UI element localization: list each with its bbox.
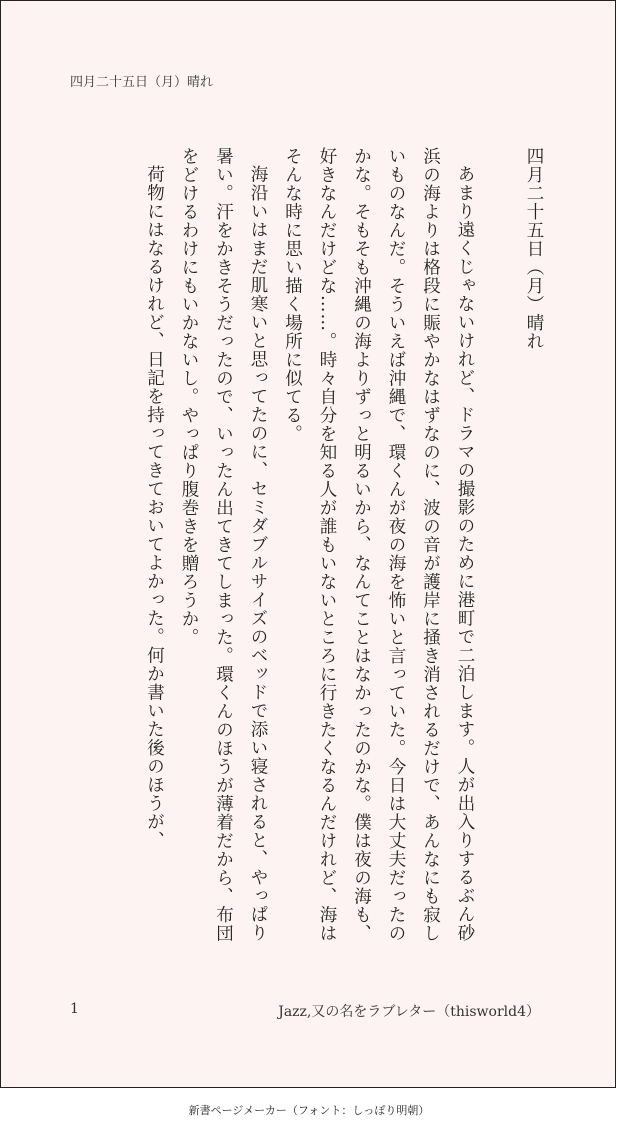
blank-line <box>482 147 517 947</box>
vertical-body-text <box>137 147 551 947</box>
paragraph-1: あまり遠くじゃないけれど、ドラマの撮影のために港町で二泊します。人が出入りするぶん砂浜の海よりは格段に賑やかなはずなのに、波の音が護岸に掻き消されるだけで、あんなにも寂しいものなんだ。そういえば沖縄で、環くんが夜の海を怖いと言っていた。今日は大丈夫だったのかな。そもそも沖縄の海よりずっと明るいから、なんてことはなかったのかな。僕は夜の海も、好きなんだけどな……。時々自分を知る人が誰もいないところに行きたくなるんだけれど、海はそんな時に思い描く場所に似てる。 <box>282 147 475 943</box>
running-header: 四月二十五日（月）晴れ <box>70 75 214 90</box>
paragraph-3: 荷物にはなるけれど、日記を持ってきておいてよかった。何か書いた後のほうが、 <box>144 164 165 849</box>
page-number: 1 <box>70 1001 79 1017</box>
generator-caption: 新書ページメーカー（フォント：しっぽり明朝） <box>188 1104 430 1117</box>
entry-title: 四月二十五日（月）晴れ <box>524 147 544 351</box>
footer-credit: Jazz,又の名をラブレター（thisworld4） <box>278 1004 540 1020</box>
paragraph-2: 海沿いはまだ肌寒いと思ってたのに、セミダブルサイズのベッドで添い寝されると、やっぱり暑い。汗をかきそうだったので、いったん出てきてしまった。環くんのほうが薄着だから、布団をどけるわけにもいかないし。やっぱり腹巻きを贈ろうか。 <box>179 147 268 943</box>
